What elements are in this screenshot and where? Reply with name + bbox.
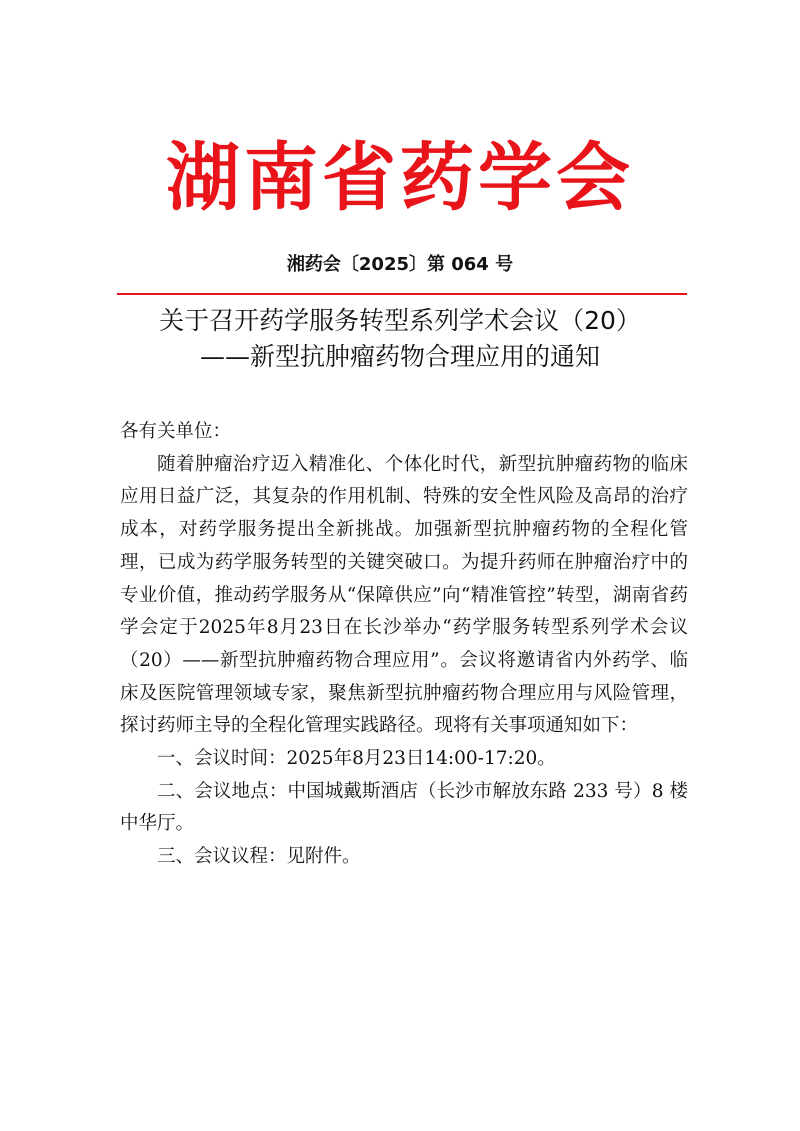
org-name-header: 湖南省药学会 (166, 135, 634, 221)
document-title-line-1: 关于召开药学服务转型系列学术会议（20） (159, 306, 641, 335)
document-title (90, 303, 710, 375)
meeting-location-item: 二、会议地点：中国城戴斯酒店（长沙市解放东路 233 号）8 楼中华厅。 (120, 780, 688, 835)
document-number: 湘药会〔2025〕第 064 号 (286, 254, 514, 275)
document-title-line-2: ——新型抗肿瘤药物合理应用的通知 (199, 342, 600, 371)
salutation: 各有关单位： (120, 421, 232, 442)
red-divider-line (117, 293, 687, 295)
intro-paragraph: 随着肿瘤治疗迈入精准化、个体化时代，新型抗肿瘤药物的临床应用日益广泛，其复杂的作用机制、特殊的安全性风险及高昂的治疗成本，对药学服务提出全新挑战。加强新型抗肿瘤药物的全程化管理，已成为药学服务转型的关键突破口。为提升药师在肿瘤治疗中的专业价值，推动药学服务从“保障供应”向“精准管控”转型，湖南省药学会定于2025年8月23日在长沙举办“药学服务转型系列学术会议（20）——新型抗肿瘤药物合理应用”。会议将邀请省内外药学、临床及医院管理领域专家，聚焦新型抗肿瘤药物合理应用与风险管理，探讨药师主导的全程化管理实践路径。现将有关事项通知如下： (120, 453, 688, 737)
meeting-time-item: 一、会议时间：2025年8月23日14:00-17:20。 (157, 748, 556, 770)
document-body (120, 416, 688, 874)
meeting-agenda-item: 三、会议议程：见附件。 (157, 846, 361, 868)
